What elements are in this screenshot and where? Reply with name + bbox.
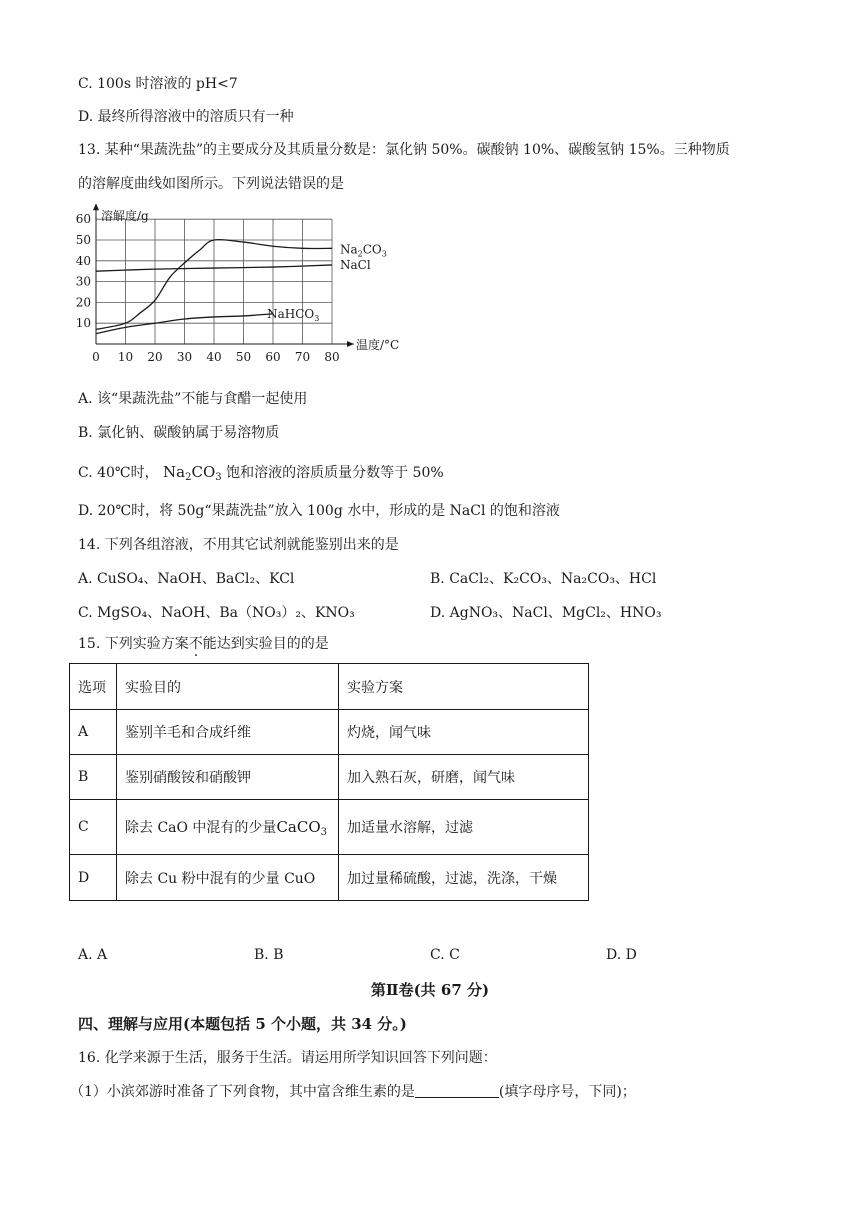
table-cell: A — [70, 710, 117, 755]
experiment-table — [69, 663, 589, 901]
x-tick-label: 30 — [176, 350, 193, 364]
q14-option-a: A. CuSO₄、NaOH、BaCl₂、KCl — [78, 571, 295, 587]
q13-option-c-prefix: C. 40℃时， — [78, 465, 159, 481]
q14-option-b: B. CaCl₂、K₂CO₃、Na₂CO₃、HCl — [430, 571, 657, 587]
table-cell: 加过量稀硫酸，过滤，洗涤，干燥 — [339, 855, 589, 901]
q13-option-c — [78, 462, 444, 488]
table-cell: 加适量水溶解，过滤 — [339, 800, 589, 855]
label-text: NaHCO — [267, 306, 315, 321]
table-row — [70, 710, 589, 755]
q15-answer-b: B. B — [254, 947, 284, 963]
q15-answer-c: C. C — [430, 947, 460, 963]
solubility-chart — [70, 204, 420, 374]
y-tick-label: 10 — [75, 316, 91, 331]
q16-sub1-post: (填字母序号，下同)； — [498, 1084, 636, 1100]
q15-stem-pre: 15. 下列实验方案 — [78, 636, 189, 652]
y-axis-arrow — [93, 204, 99, 210]
chart-ticks — [76, 212, 340, 364]
x-tick-label: 20 — [147, 350, 163, 364]
x-axis-label: 温度/°C — [356, 338, 400, 352]
table-row — [70, 855, 589, 901]
q12-option-c: C. 100s 时溶液的 pH<7 — [78, 76, 238, 92]
q15-stem-emphasis: 不 — [188, 636, 203, 652]
q16-stem: 16. 化学来源于生活，服务于生活。请运用所学知识回答下列问题： — [78, 1050, 497, 1066]
y-tick-label: 20 — [75, 295, 91, 310]
table-header-cell: 实验方案 — [339, 664, 589, 710]
q13-option-a: A. 该“果蔬洗盐”不能与食醋一起使用 — [78, 391, 308, 407]
y-tick-label: 60 — [75, 212, 91, 227]
section-title: 第Ⅱ卷(共 67 分) — [370, 981, 490, 999]
formula-sub: 3 — [215, 472, 222, 483]
q15-answer-d: D. D — [606, 947, 637, 963]
q14-stem: 14. 下列各组溶液，不用其它试剂就能鉴别出来的是 — [78, 537, 399, 553]
table-header-cell: 实验目的 — [117, 664, 339, 710]
chart-grid — [96, 219, 332, 344]
table-cell: 鉴别硝酸铵和硝酸钾 — [117, 755, 339, 800]
table-row — [70, 800, 589, 855]
q12-option-d: D. 最终所得溶液中的溶质只有一种 — [78, 109, 294, 125]
table-row — [70, 755, 589, 800]
formula-sub: 3 — [320, 826, 328, 838]
x-tick-label: 60 — [265, 350, 281, 364]
table-cell-formula — [276, 818, 327, 836]
table-cell: 灼烧，闻气味 — [339, 710, 589, 755]
table-cell: C — [70, 800, 117, 855]
q15-answer-a: A. A — [78, 947, 108, 963]
q13-option-d: D. 20℃时，将 50g“果蔬洗盐”放入 100g 水中，形成的是 NaCl 的饱和溶液 — [78, 503, 560, 519]
x-tick-label: 50 — [235, 350, 252, 364]
q14-option-c: C. MgSO₄、NaOH、Ba（NO₃）₂、KNO₃ — [78, 605, 355, 621]
series-label-na2co3 — [340, 242, 387, 258]
chart-axes — [93, 204, 354, 347]
x-tick-label: 70 — [294, 350, 311, 364]
formula-part: CaCO — [276, 817, 321, 836]
label-subscript: 2 — [357, 249, 363, 259]
q13-stem-line2: 的溶解度曲线如图所示。下列说法错误的是 — [78, 176, 344, 192]
table-cell: D — [70, 855, 117, 901]
q13-option-b: B. 氯化钠、碳酸钠属于易溶物质 — [78, 425, 280, 441]
label-subscript: 3 — [381, 249, 387, 259]
formula-part: Na — [163, 463, 186, 481]
answer-blank[interactable] — [415, 1083, 499, 1098]
table-cell: B — [70, 755, 117, 800]
q16-sub1-pre: （1）小滨郊游时准备了下列食物，其中富含维生素的是 — [70, 1084, 415, 1100]
x-tick-label: 10 — [117, 350, 134, 364]
table-cell: 除去 Cu 粉中混有的少量 CuO — [117, 855, 339, 901]
q14-option-d: D. AgNO₃、NaCl、MgCl₂、HNO₃ — [430, 605, 662, 621]
label-subscript: 3 — [314, 313, 320, 323]
label-text: CO — [362, 242, 382, 257]
x-tick-label: 80 — [324, 350, 340, 364]
series-label-nahco3 — [267, 307, 319, 323]
y-axis-label: 溶解度/g — [101, 209, 149, 223]
table-header-row — [70, 664, 589, 710]
q13-option-c-formula — [163, 463, 222, 481]
x-axis-arrow — [347, 341, 354, 347]
chart-labels — [101, 208, 399, 352]
q15-stem — [78, 634, 329, 654]
label-text: NaCl — [340, 257, 371, 272]
part-four-heading: 四、理解与应用(本题包括 5 个小题，共 34 分。) — [78, 1015, 407, 1033]
q13-stem-line1: 13. 某种“果蔬洗盐”的主要成分及其质量分数是：氯化钠 50%。碳酸钠 10%、碳酸氢钠 15%。三种物质 — [78, 142, 730, 158]
formula-sub: 2 — [185, 472, 192, 483]
q13-option-c-suffix: 饱和溶液的溶质质量分数等于 50% — [226, 465, 444, 481]
x-tick-label: 40 — [206, 350, 222, 364]
y-tick-label: 50 — [75, 233, 91, 247]
table-cell — [117, 800, 339, 855]
table-cell: 鉴别羊毛和合成纤维 — [117, 710, 339, 755]
table-header-cell: 选项 — [70, 664, 117, 710]
q16-sub1 — [70, 1082, 636, 1102]
x-tick-label: 0 — [92, 350, 100, 364]
table-cell: 加入熟石灰，研磨，闻气味 — [339, 755, 589, 800]
q15-stem-post: 能达到实验目的的是 — [202, 636, 329, 652]
formula-part: CO — [191, 463, 216, 481]
series-label-nacl — [340, 258, 371, 272]
y-tick-label: 30 — [75, 274, 91, 289]
label-text: Na — [340, 242, 358, 257]
table-cell-text: 除去 CaO 中混有的少量 — [125, 819, 277, 836]
y-tick-label: 40 — [75, 253, 91, 268]
